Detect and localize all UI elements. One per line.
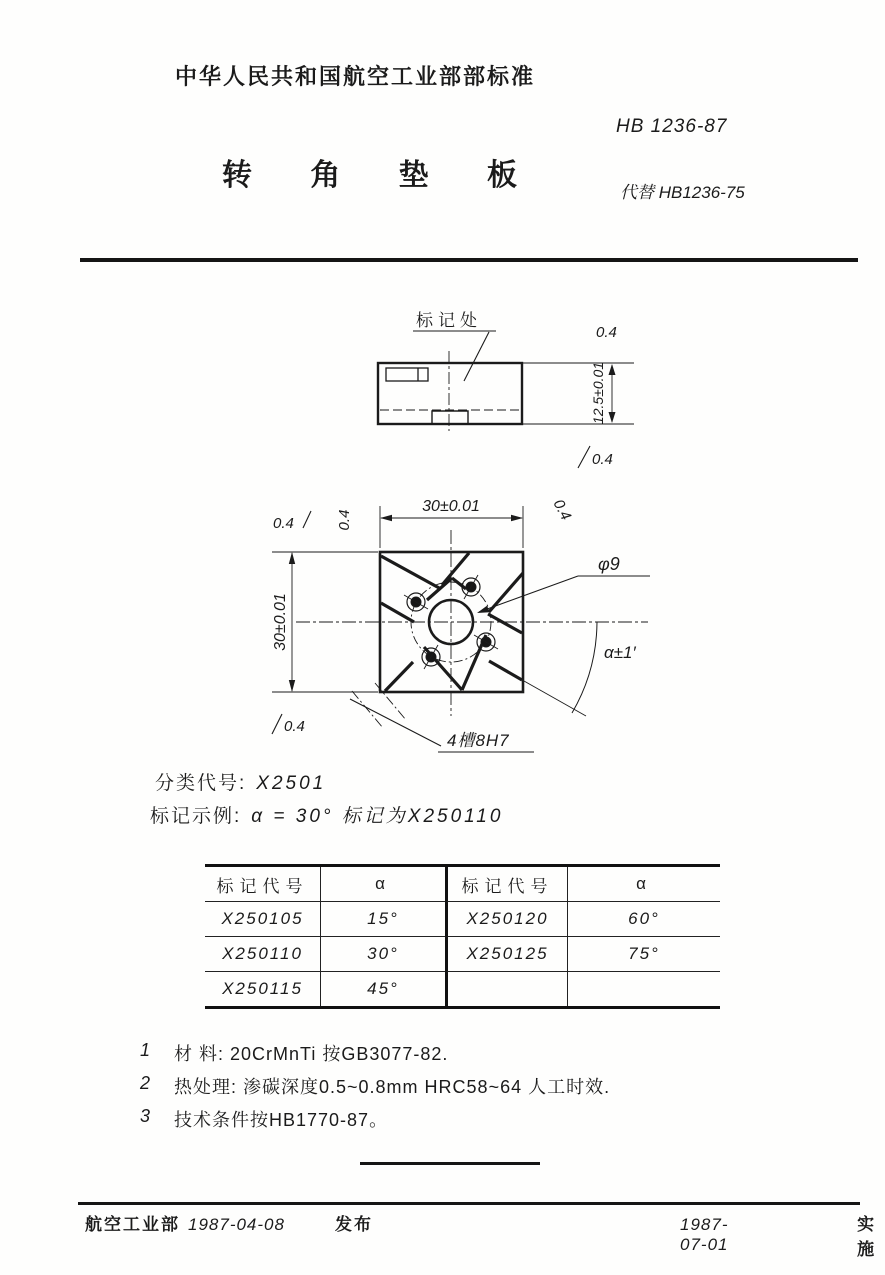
table-cell: X250115 — [222, 979, 303, 998]
note-technical-conditions — [140, 1106, 388, 1132]
page-title: 转 角 垫 板 — [222, 159, 534, 192]
plan-roughness-top-left — [273, 511, 311, 551]
table-cell — [567, 972, 720, 1006]
plan-roughness-top-right — [525, 497, 574, 530]
plan-height-dim-text: 30±0.01 — [272, 593, 289, 651]
footer-impl-date: 1987-07-01 — [680, 1215, 729, 1254]
table-cell: 60° — [567, 902, 720, 937]
technical-drawing — [240, 295, 720, 770]
side-roughness-top — [596, 324, 622, 362]
hole-diameter-callout — [477, 554, 650, 613]
table-header-cell: α — [567, 867, 720, 902]
plan-roughness-bottom-left — [272, 692, 308, 735]
note-material — [140, 1040, 448, 1066]
end-divider — [360, 1162, 540, 1165]
standard-number: HB 1236-87 — [616, 116, 728, 137]
table-cell: X250105 — [205, 902, 320, 937]
footer-impl-label: 实施 — [857, 1215, 877, 1259]
classification-code-line — [155, 768, 326, 795]
svg-text:0.4: 0.4 — [596, 324, 617, 341]
marking-example-line — [150, 801, 503, 828]
footer-issue-date: 1987-04-08 — [188, 1215, 285, 1234]
side-view-bottom-notch — [432, 411, 468, 424]
note-number: 1 — [140, 1040, 152, 1060]
table-cell: 15° — [320, 902, 445, 937]
table-cell: 75° — [567, 937, 720, 972]
table-header-cell: 标记代号 — [205, 867, 320, 902]
header-divider — [80, 258, 858, 262]
note-text: 技术条件按HB1770-87。 — [174, 1110, 389, 1130]
svg-text:0.4: 0.4 — [336, 509, 353, 531]
side-view-outline — [378, 363, 522, 424]
table-header-cell: α — [320, 867, 445, 902]
footer-divider — [78, 1202, 860, 1205]
note-text: 热处理: 渗碳深度0.5~0.8mm HRC58~64 人工时效. — [174, 1077, 611, 1097]
plan-roughness-top-mid — [336, 505, 379, 530]
slot-label-callout — [350, 683, 534, 752]
side-roughness-bottom — [578, 425, 613, 468]
table-cell: X250125 — [445, 937, 567, 972]
svg-text:0.4: 0.4 — [549, 496, 575, 524]
side-height-dimension — [590, 362, 616, 424]
note-number: 2 — [140, 1073, 152, 1093]
classification-code-value: X2501 — [256, 773, 327, 794]
footer-implementation — [672, 1210, 885, 1260]
table-cell: 45° — [320, 972, 445, 1006]
footer-issuer: 航空工业部 — [85, 1215, 180, 1234]
plan-width-dimension — [380, 498, 523, 521]
plan-height-dimension — [272, 552, 295, 692]
side-view-top-slot — [386, 368, 428, 381]
marking-example-label: 标记示例: — [150, 806, 242, 827]
angle-dimension — [524, 622, 636, 716]
svg-text:0.4: 0.4 — [284, 718, 305, 735]
slot-hole — [404, 593, 428, 611]
slot-label-text: 4槽8H7 — [447, 731, 510, 750]
table-cell: X250120 — [445, 902, 567, 937]
table-cell: X250110 — [205, 937, 320, 972]
table-cell — [445, 972, 567, 1006]
standard-org-title: 中华人民共和国航空工业部部标准 — [175, 64, 536, 89]
marking-location-label: 标记处 — [416, 311, 482, 330]
spec-table — [205, 864, 720, 1009]
side-height-dim-text: 12.5±0.01 — [590, 361, 606, 425]
footer-issue — [85, 1210, 373, 1235]
note-number: 3 — [140, 1106, 152, 1126]
plan-width-dim-text: 30±0.01 — [422, 498, 480, 515]
angle-tolerance-text: α±1′ — [604, 643, 636, 662]
table-header-cell: 标记代号 — [445, 867, 567, 902]
plan-view — [272, 497, 650, 752]
replaces-note: 代替 HB1236-75 — [620, 183, 745, 202]
marking-leader-line — [464, 332, 489, 381]
hole-diameter-text: φ9 — [598, 554, 620, 574]
svg-text:0.4: 0.4 — [592, 451, 613, 468]
marking-example-value: α = 30° 标记为X250110 — [251, 806, 504, 827]
footer-issue-label: 发布 — [334, 1215, 373, 1234]
note-text: 材 料: 20CrMnTi 按GB3077-82. — [174, 1044, 449, 1064]
svg-text:0.4: 0.4 — [273, 515, 294, 532]
classification-code-label: 分类代号: — [155, 773, 247, 794]
side-view — [378, 311, 634, 468]
table-cell: 30° — [320, 937, 445, 972]
note-heat-treatment — [140, 1073, 610, 1099]
